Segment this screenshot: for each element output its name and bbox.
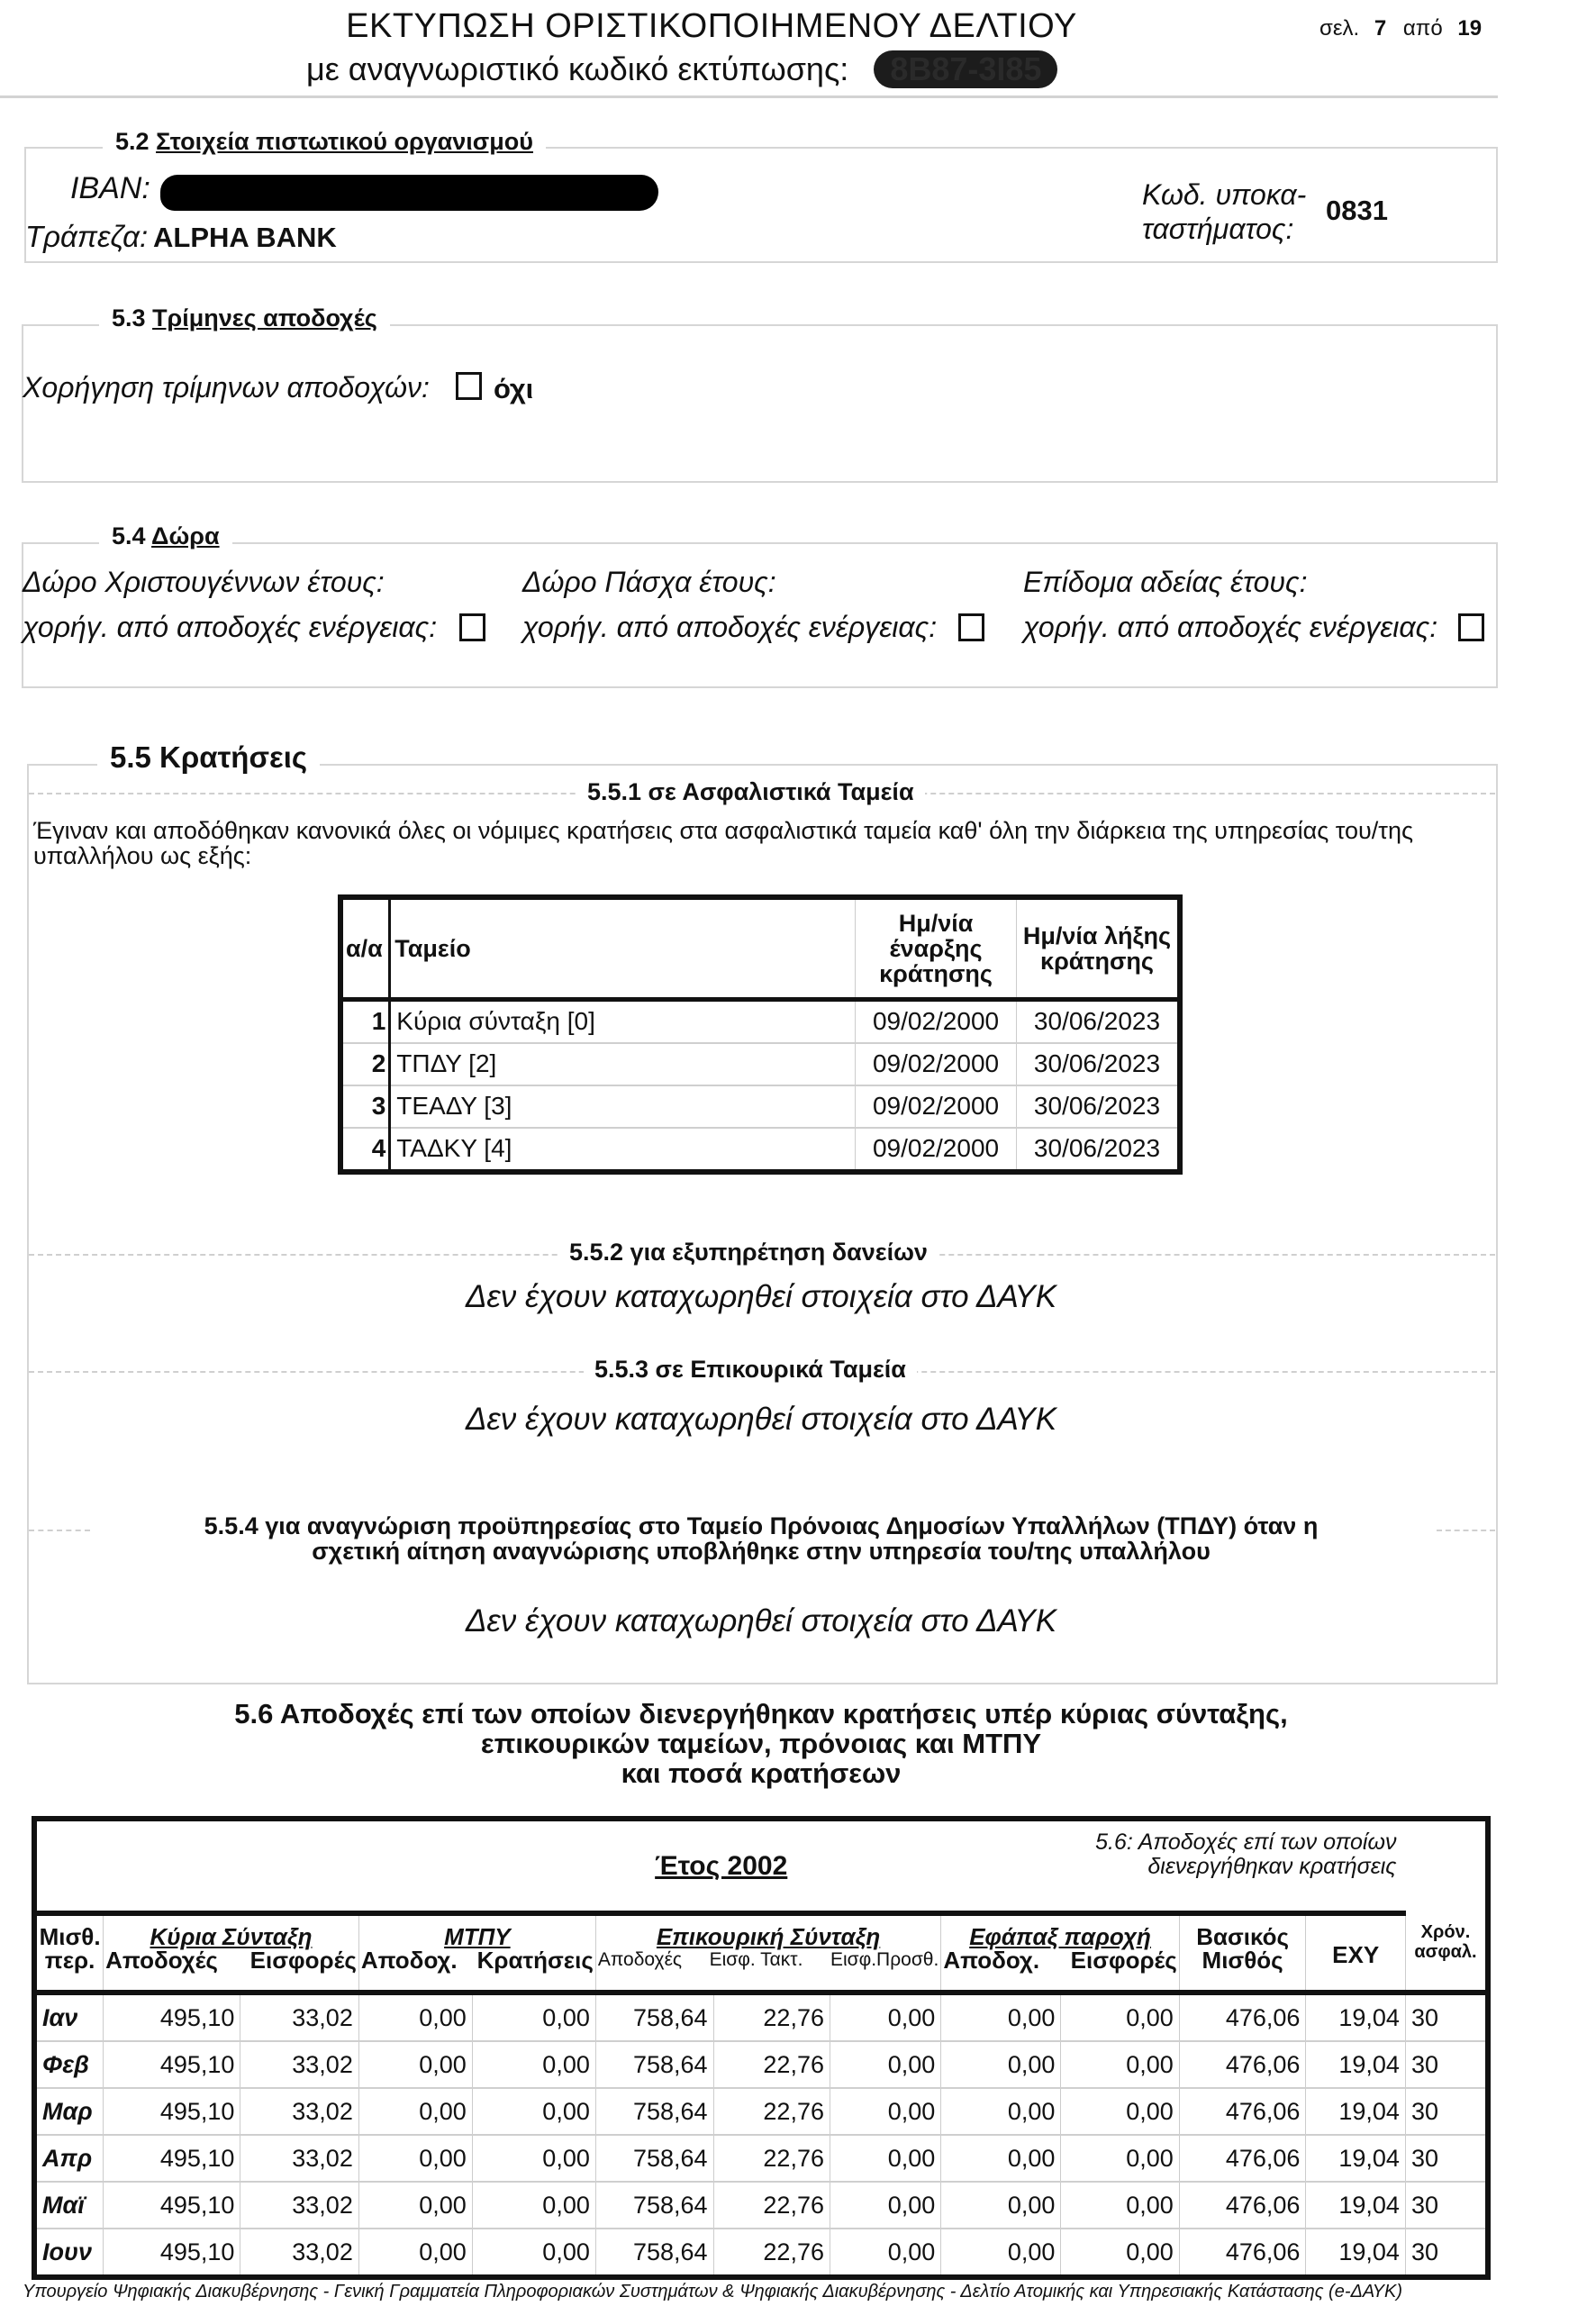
table-row [340, 1043, 1180, 1085]
branch-label-line1: Κωδ. υποκα- [1142, 178, 1307, 211]
christmas-bonus-energy-label: χορήγ. από αποδοχές ενέργειας: [23, 611, 438, 643]
main-earnings-cell: 495,10 [104, 2229, 240, 2277]
aux-regular-contrib-cell: 22,76 [713, 2229, 830, 2277]
table-row [34, 2229, 1488, 2277]
subsection-title-line2: σχετική αίτηση αναγνώρισης υποβλήθηκε στην υπηρεσία του/της υπαλλήλου [312, 1538, 1211, 1565]
lump-contributions-cell: 0,00 [1061, 2135, 1179, 2182]
aux-extra-contrib-cell: 0,00 [830, 2088, 940, 2135]
lump-earnings-cell: 0,00 [941, 2182, 1061, 2229]
header-text: ασφαλ. [1414, 1942, 1477, 1962]
mtpy-earnings-cell: 0,00 [358, 2041, 472, 2088]
row-number: 1 [340, 999, 390, 1043]
table-row [34, 1993, 1488, 2041]
row-number: 3 [340, 1085, 390, 1128]
aux-earnings-cell: 758,64 [595, 1993, 713, 2041]
main-contributions-cell: 33,02 [240, 2229, 358, 2277]
branch-code-label [1142, 177, 1306, 246]
header-text: Μισθός [1202, 1947, 1283, 1974]
mtpy-earnings-cell: 0,00 [358, 2135, 472, 2182]
quarterly-earnings-checkbox[interactable] [456, 372, 482, 400]
month-cell: Ιουν [34, 2229, 104, 2277]
aux-regular-contrib-cell: 22,76 [713, 2182, 830, 2229]
insurance-years-cell: 30 [1405, 1993, 1488, 2041]
section-number: 5.4 [112, 522, 146, 549]
end-date: 30/06/2023 [1017, 999, 1181, 1043]
subsection-5-5-2-title: 5.5.2 για εξυπηρέτηση δανείων [558, 1239, 939, 1266]
header-text: Βασικός [1196, 1923, 1290, 1950]
basic-salary-cell: 476,06 [1179, 1993, 1306, 2041]
group-title: Επικουρική Σύνταξη [656, 1923, 881, 1950]
lump-earnings-cell: 0,00 [941, 2229, 1061, 2277]
insurance-years-cell: 30 [1405, 2135, 1488, 2182]
quarterly-earnings-value: όχι [494, 373, 534, 404]
mtpy-deductions-cell: 0,00 [472, 1993, 595, 2041]
column-header-period [34, 1913, 104, 1993]
year-label: Έτος 2002 [655, 1850, 788, 1881]
exy-cell: 19,04 [1306, 1993, 1406, 2041]
section-5-6-title [0, 1699, 1522, 1788]
leave-allowance-label: Επίδομα αδείας έτους: [1023, 566, 1308, 598]
aux-earnings-cell: 758,64 [595, 2135, 713, 2182]
main-contributions-cell: 33,02 [240, 2088, 358, 2135]
group-title: Εφάπαξ παροχή [969, 1923, 1151, 1950]
page-of-label: από [1402, 16, 1443, 41]
lump-contributions-cell: 0,00 [1061, 2041, 1179, 2088]
column-group-mtpy [358, 1913, 595, 1993]
auxiliary-funds-no-data-text: Δεν έχουν καταχωρηθεί στοιχεία στο ΔΑΥΚ [465, 1402, 1057, 1437]
lump-contributions-cell: 0,00 [1061, 1993, 1179, 2041]
mtpy-earnings-cell: 0,00 [358, 2088, 472, 2135]
sub-header: Κρατήσεις [476, 1947, 594, 1974]
row-number: 2 [340, 1043, 390, 1085]
fund-name: Κύρια σύνταξη [0] [390, 999, 856, 1043]
start-date: 09/02/2000 [856, 999, 1017, 1043]
aux-extra-contrib-cell: 0,00 [830, 2229, 940, 2277]
bank-label: Τράπεζα: [25, 220, 149, 253]
column-header-fund: Ταμείο [390, 897, 856, 999]
insurance-years-cell: 30 [1405, 2088, 1488, 2135]
lump-earnings-cell: 0,00 [941, 2041, 1061, 2088]
subsection-divider-right [1437, 1530, 1495, 1531]
basic-salary-cell: 476,06 [1179, 2229, 1306, 2277]
section-5-2-title [103, 128, 546, 156]
column-header-exy: ΕΧΥ [1306, 1913, 1406, 1993]
main-earnings-cell: 495,10 [104, 2135, 240, 2182]
aux-extra-contrib-cell: 0,00 [830, 1993, 940, 2041]
table-header-row [340, 897, 1180, 999]
easter-bonus-label: Δώρο Πάσχα έτους: [522, 566, 776, 598]
month-cell: Ιαν [34, 1993, 104, 2041]
mtpy-deductions-cell: 0,00 [472, 2182, 595, 2229]
section-number: 5.2 [115, 128, 150, 155]
mtpy-deductions-cell: 0,00 [472, 2041, 595, 2088]
exy-cell: 19,04 [1306, 2088, 1406, 2135]
aux-earnings-cell: 758,64 [595, 2041, 713, 2088]
end-date: 30/06/2023 [1017, 1085, 1181, 1128]
aux-regular-contrib-cell: 22,76 [713, 2088, 830, 2135]
quarterly-earnings-label: Χορήγηση τρίμηνων αποδοχών: [23, 371, 430, 404]
column-header-basic-salary [1179, 1913, 1306, 1993]
basic-salary-cell: 476,06 [1179, 2182, 1306, 2229]
lump-earnings-cell: 0,00 [941, 1993, 1061, 2041]
section-title-text: Δώρα [151, 522, 220, 549]
sub-header: Εισφ.Προσθ. [830, 1949, 939, 1970]
exy-cell: 19,04 [1306, 2041, 1406, 2088]
header-text: Μισθ. [39, 1923, 101, 1950]
aux-regular-contrib-cell: 22,76 [713, 2135, 830, 2182]
sub-header: Αποδοχές [597, 1949, 683, 1970]
iban-label: IBAN: [70, 171, 150, 205]
main-contributions-cell: 33,02 [240, 1993, 358, 2041]
section-title-text: Τρίμηνες αποδοχές [152, 304, 377, 331]
lump-contributions-cell: 0,00 [1061, 2182, 1179, 2229]
table-row [34, 2041, 1488, 2088]
year-note-line2: διενεργήθηκαν κρατήσεις [1147, 1854, 1397, 1879]
iban-redacted-value [160, 175, 658, 211]
easter-bonus-checkbox[interactable] [958, 613, 984, 641]
subsection-5-5-4-title [90, 1513, 1432, 1564]
insurance-funds-table [338, 894, 1183, 1175]
start-date: 09/02/2000 [856, 1085, 1017, 1128]
lump-earnings-cell: 0,00 [941, 2088, 1061, 2135]
basic-salary-cell: 476,06 [1179, 2041, 1306, 2088]
end-date: 30/06/2023 [1017, 1043, 1181, 1085]
month-cell: Μαρ [34, 2088, 104, 2135]
column-group-aux-pension [595, 1913, 940, 1993]
header-text: Χρόν. [1420, 1922, 1471, 1942]
end-date: 30/06/2023 [1017, 1128, 1181, 1172]
basic-salary-cell: 476,06 [1179, 2088, 1306, 2135]
aux-regular-contrib-cell: 22,76 [713, 2041, 830, 2088]
document-title: ΕΚΤΥΠΩΣΗ ΟΡΙΣΤΙΚΟΠΟΙΗΜΕΝΟΥ ΔΕΛΤΙΟΥ [346, 7, 1077, 45]
group-title: Κύρια Σύνταξη [150, 1923, 313, 1950]
aux-regular-contrib-cell: 22,76 [713, 1993, 830, 2041]
footer-text: Υπουργείο Ψηφιακής Διακυβέρνησης - Γενική Γραμματεία Πληροφοριακών Συστημάτων & Ψηφιακής Διακυβέρνησης - Δελτίο Ατομικής και Υπηρεσιακής Κατάστασης (e-ΔΑΥΚ) [23, 2282, 1403, 2301]
mtpy-deductions-cell: 0,00 [472, 2088, 595, 2135]
year-note-line1: 5.6: Αποδοχές επί των οποίων [1095, 1829, 1397, 1855]
exy-cell: 19,04 [1306, 2135, 1406, 2182]
month-cell: Μαϊ [34, 2182, 104, 2229]
start-date: 09/02/2000 [856, 1043, 1017, 1085]
table-row [340, 999, 1180, 1043]
page-label: σελ. [1319, 16, 1360, 41]
mtpy-deductions-cell: 0,00 [472, 2229, 595, 2277]
main-contributions-cell: 33,02 [240, 2135, 358, 2182]
year-note [1095, 1830, 1396, 1879]
insurance-years-cell: 30 [1405, 2182, 1488, 2229]
subsection-divider-left [29, 1530, 90, 1531]
page-total: 19 [1457, 16, 1483, 41]
table-row [34, 2088, 1488, 2135]
exy-cell: 19,04 [1306, 2182, 1406, 2229]
header-divider [0, 95, 1498, 98]
leave-allowance-energy-label: χορήγ. από αποδοχές ενέργειας: [1023, 611, 1438, 643]
insurance-years-cell: 30 [1405, 2229, 1488, 2277]
lump-earnings-cell: 0,00 [941, 2135, 1061, 2182]
page-current: 7 [1374, 16, 1387, 41]
fund-name: ΤΕΑΔΥ [3] [390, 1085, 856, 1128]
bank-value: ALPHA BANK [153, 222, 337, 253]
earnings-deductions-table [32, 1816, 1491, 2280]
main-earnings-cell: 495,10 [104, 2041, 240, 2088]
aux-extra-contrib-cell: 0,00 [830, 2041, 940, 2088]
aux-earnings-cell: 758,64 [595, 2088, 713, 2135]
subsection-title-line1: 5.5.4 για αναγνώριση προϋπηρεσίας στο Ταμείο Πρόνοιας Δημοσίων Υπαλλήλων (ΤΠΔΥ) όταν η [204, 1512, 1319, 1539]
column-group-main-pension [104, 1913, 359, 1993]
mtpy-earnings-cell: 0,00 [358, 2229, 472, 2277]
section-5-3-title [99, 304, 390, 332]
subsection-5-5-1-title: 5.5.1 σε Ασφαλιστικά Ταμεία [576, 778, 925, 806]
main-earnings-cell: 495,10 [104, 1993, 240, 2041]
main-earnings-cell: 495,10 [104, 2088, 240, 2135]
sub-header: Εισφορές [1070, 1947, 1177, 1974]
fund-name: ΤΠΔΥ [2] [390, 1043, 856, 1085]
aux-earnings-cell: 758,64 [595, 2229, 713, 2277]
start-date: 09/02/2000 [856, 1128, 1017, 1172]
main-earnings-cell: 495,10 [104, 2182, 240, 2229]
section-title-line2: επικουρικών ταμείων, πρόνοιας και ΜΤΠΥ [480, 1728, 1042, 1759]
exy-cell: 19,04 [1306, 2229, 1406, 2277]
table-header-row [34, 1913, 1488, 1993]
basic-salary-cell: 476,06 [1179, 2135, 1306, 2182]
loans-no-data-text: Δεν έχουν καταχωρηθεί στοιχεία στο ΔΑΥΚ [465, 1279, 1057, 1314]
print-code-line [306, 50, 1057, 88]
mtpy-deductions-cell: 0,00 [472, 2135, 595, 2182]
prior-service-no-data-text: Δεν έχουν καταχωρηθεί στοιχεία στο ΔΑΥΚ [465, 1603, 1057, 1639]
main-contributions-cell: 33,02 [240, 2041, 358, 2088]
column-group-lump-sum [941, 1913, 1179, 1993]
subsection-5-5-3-title: 5.5.3 σε Επικουρικά Ταμεία [584, 1356, 917, 1384]
christmas-bonus-checkbox[interactable] [459, 613, 485, 641]
aux-extra-contrib-cell: 0,00 [830, 2135, 940, 2182]
sub-header: Εισφορές [249, 1947, 357, 1974]
sub-header: Εισφ. Τακτ. [709, 1949, 803, 1970]
table-row [34, 2182, 1488, 2229]
aux-extra-contrib-cell: 0,00 [830, 2182, 940, 2229]
section-number: 5.3 [112, 304, 146, 331]
sub-header: Αποδοχές [105, 1947, 218, 1974]
table-row [340, 1128, 1180, 1172]
month-cell: Φεβ [34, 2041, 104, 2088]
section-5-4-title [99, 522, 232, 550]
sub-header: Αποδοχ. [943, 1947, 1040, 1974]
leave-allowance-checkbox[interactable] [1458, 613, 1484, 641]
row-number: 4 [340, 1128, 390, 1172]
header-text: περ. [44, 1947, 95, 1974]
year-row [34, 1819, 1488, 1913]
page-indicator [1319, 16, 1492, 41]
month-cell: Απρ [34, 2135, 104, 2182]
print-code-redacted: 8B87-3I85 [874, 50, 1057, 88]
column-header-aa: α/α [340, 897, 390, 999]
table-row [34, 2135, 1488, 2182]
easter-bonus-energy-label: χορήγ. από αποδοχές ενέργειας: [522, 611, 938, 643]
branch-code-value: 0831 [1326, 195, 1388, 226]
print-code-label: με αναγνωριστικό κωδικό εκτύπωσης: [306, 50, 849, 87]
deductions-intro-text: Έγιναν και αποδόθηκαν κανονικά όλες οι νόμιμες κρατήσεις στα ασφαλιστικά ταμεία καθ' όλη την διάρκεια της υπηρεσίας του/της υπαλλήλου ως εξής: [33, 817, 1413, 869]
lump-contributions-cell: 0,00 [1061, 2229, 1179, 2277]
group-title: ΜΤΠΥ [444, 1923, 511, 1950]
section-title-line1: 5.6 Αποδοχές επί των οποίων διενεργήθηκαν κρατήσεις υπέρ κύριας σύνταξης, [234, 1698, 1288, 1730]
mtpy-earnings-cell: 0,00 [358, 1993, 472, 2041]
column-header-insurance-years [1405, 1913, 1488, 1993]
section-title-text: Στοιχεία πιστωτικού οργανισμού [156, 128, 533, 155]
christmas-bonus-label: Δώρο Χριστουγέννων έτους: [23, 566, 385, 598]
aux-earnings-cell: 758,64 [595, 2182, 713, 2229]
mtpy-earnings-cell: 0,00 [358, 2182, 472, 2229]
column-header-end-date: Ημ/νία λήξης κράτησης [1017, 897, 1181, 999]
section-title-line3: και ποσά κρατήσεων [621, 1757, 902, 1789]
fund-name: ΤΑΔΚΥ [4] [390, 1128, 856, 1172]
lump-contributions-cell: 0,00 [1061, 2088, 1179, 2135]
sub-header: Αποδοχ. [360, 1947, 458, 1974]
table-row [340, 1085, 1180, 1128]
section-5-5-title: 5.5 Κρατήσεις [97, 740, 320, 775]
main-contributions-cell: 33,02 [240, 2182, 358, 2229]
column-header-start-date: Ημ/νία έναρξης κράτησης [856, 897, 1017, 999]
insurance-years-cell: 30 [1405, 2041, 1488, 2088]
branch-label-line2: ταστήματος: [1142, 213, 1294, 245]
